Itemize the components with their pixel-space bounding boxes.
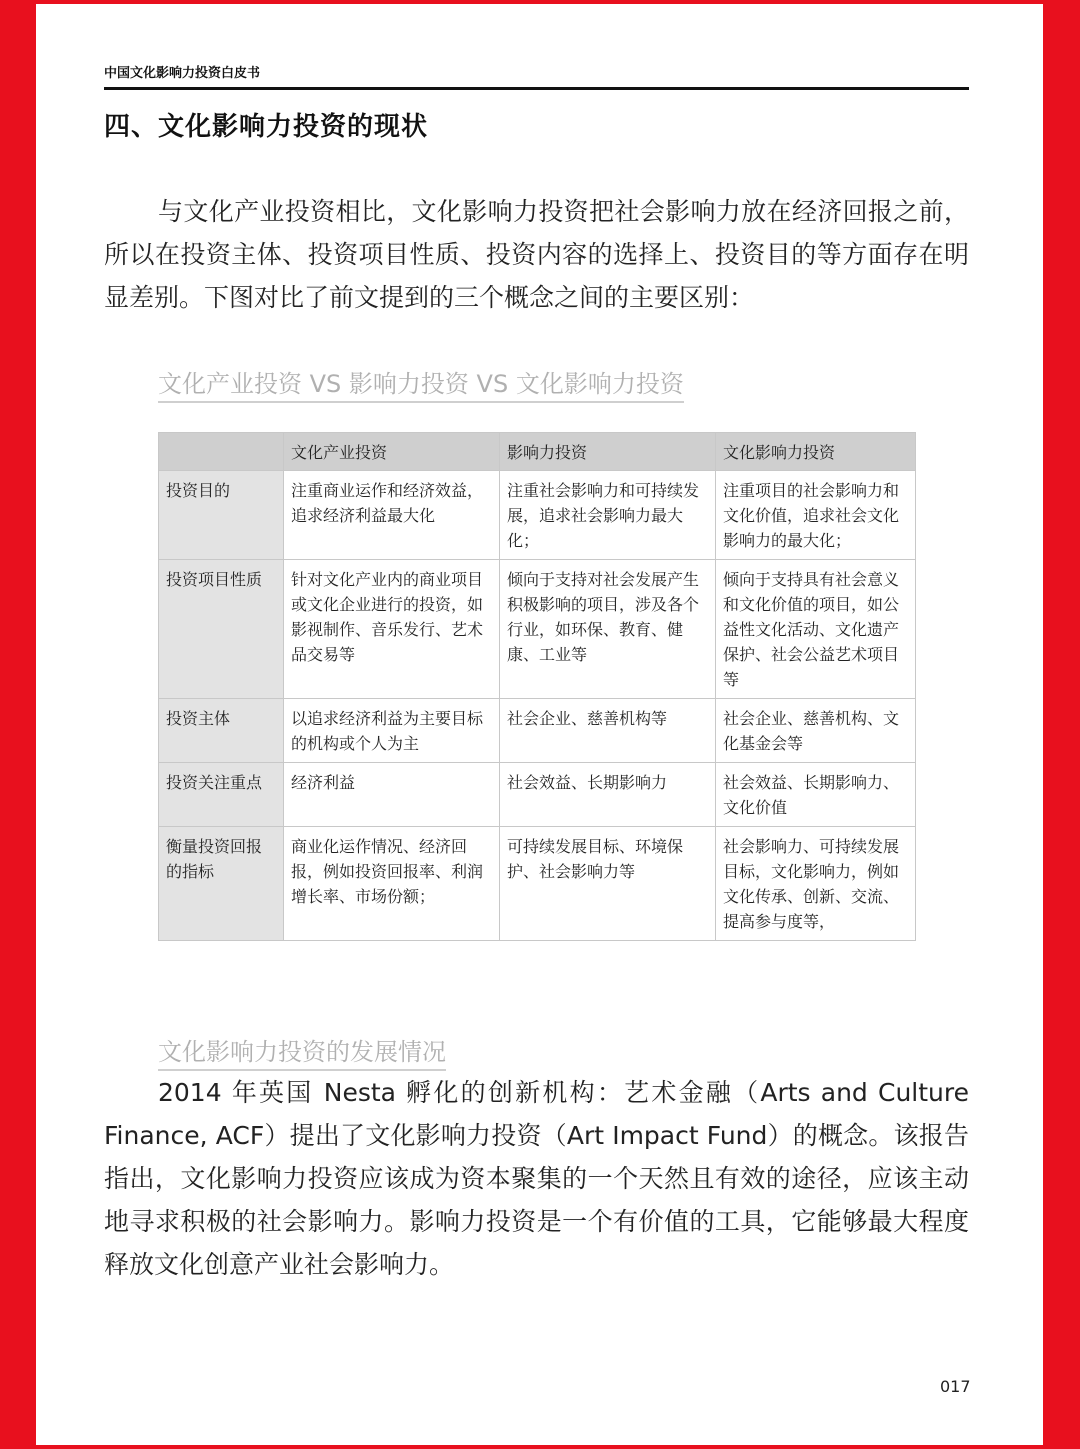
table-header-cell bbox=[159, 433, 284, 471]
table-cell: 社会企业、慈善机构、文化基金会等 bbox=[716, 699, 916, 763]
document-page bbox=[36, 4, 1043, 1445]
table-row bbox=[159, 763, 916, 827]
table-cell: 注重项目的社会影响力和文化价值，追求社会文化影响力的最大化； bbox=[716, 471, 916, 560]
table-cell: 倾向于支持具有社会意义和文化价值的项目，如公益性文化活动、文化遗产保护、社会公益艺术项目等 bbox=[716, 560, 916, 699]
table-cell: 可持续发展目标、环境保护、社会影响力等 bbox=[500, 827, 716, 941]
intro-paragraph: 与文化产业投资相比，文化影响力投资把社会影响力放在经济回报之前，所以在投资主体、投资项目性质、投资内容的选择上、投资目的等方面存在明显差别。下图对比了前文提到的三个概念之间的主要区别： bbox=[104, 197, 969, 312]
table-cell: 注重商业运作和经济效益，追求经济利益最大化 bbox=[284, 471, 500, 560]
comparison-heading: 文化产业投资 VS 影响力投资 VS 文化影响力投资 bbox=[158, 364, 684, 403]
row-label: 投资项目性质 bbox=[159, 560, 284, 699]
table-header-cell: 文化产业投资 bbox=[284, 433, 500, 471]
development-heading: 文化影响力投资的发展情况 bbox=[158, 1032, 446, 1071]
table-cell: 以追求经济利益为主要目标的机构或个人为主 bbox=[284, 699, 500, 763]
row-label: 投资目的 bbox=[159, 471, 284, 560]
table-header-cell: 影响力投资 bbox=[500, 433, 716, 471]
table-cell: 社会效益、长期影响力 bbox=[500, 763, 716, 827]
table-row bbox=[159, 827, 916, 941]
table-cell: 经济利益 bbox=[284, 763, 500, 827]
table-cell: 社会效益、长期影响力、文化价值 bbox=[716, 763, 916, 827]
row-label: 投资关注重点 bbox=[159, 763, 284, 827]
table-cell: 注重社会影响力和可持续发展，追求社会影响力最大化； bbox=[500, 471, 716, 560]
page-number: 017 bbox=[940, 1377, 971, 1396]
table-cell: 商业化运作情况、经济回报，例如投资回报率、利润增长率、市场份额； bbox=[284, 827, 500, 941]
table-row bbox=[159, 699, 916, 763]
table-header-cell: 文化影响力投资 bbox=[716, 433, 916, 471]
comparison-table bbox=[158, 432, 916, 941]
row-label: 衡量投资回报的指标 bbox=[159, 827, 284, 941]
running-header: 中国文化影响力投资白皮书 bbox=[104, 62, 969, 90]
row-label: 投资主体 bbox=[159, 699, 284, 763]
development-paragraph: 2014 年英国 Nesta 孵化的创新机构：艺术金融（Arts and Culture Finance, ACF）提出了文化影响力投资（Art Impact Fund）的概念。该报告指出，文化影响力投资应该成为资本聚集的一个天然且有效的途径，应该主动地寻求积极的社会影响力。影响力投资是一个有价值的工具，它能够最大程度释放文化创意产业社会影响力。 bbox=[104, 1078, 969, 1279]
table-cell: 针对文化产业内的商业项目或文化企业进行的投资，如影视制作、音乐发行、艺术品交易等 bbox=[284, 560, 500, 699]
table-row bbox=[159, 560, 916, 699]
table-cell: 倾向于支持对社会发展产生积极影响的项目，涉及各个行业，如环保、教育、健康、工业等 bbox=[500, 560, 716, 699]
table-header-row bbox=[159, 433, 916, 471]
section-title: 四、文化影响力投资的现状 bbox=[104, 112, 429, 142]
table-cell: 社会企业、慈善机构等 bbox=[500, 699, 716, 763]
table-row bbox=[159, 471, 916, 560]
table-cell: 社会影响力、可持续发展目标，文化影响力，例如文化传承、创新、交流、提高参与度等， bbox=[716, 827, 916, 941]
